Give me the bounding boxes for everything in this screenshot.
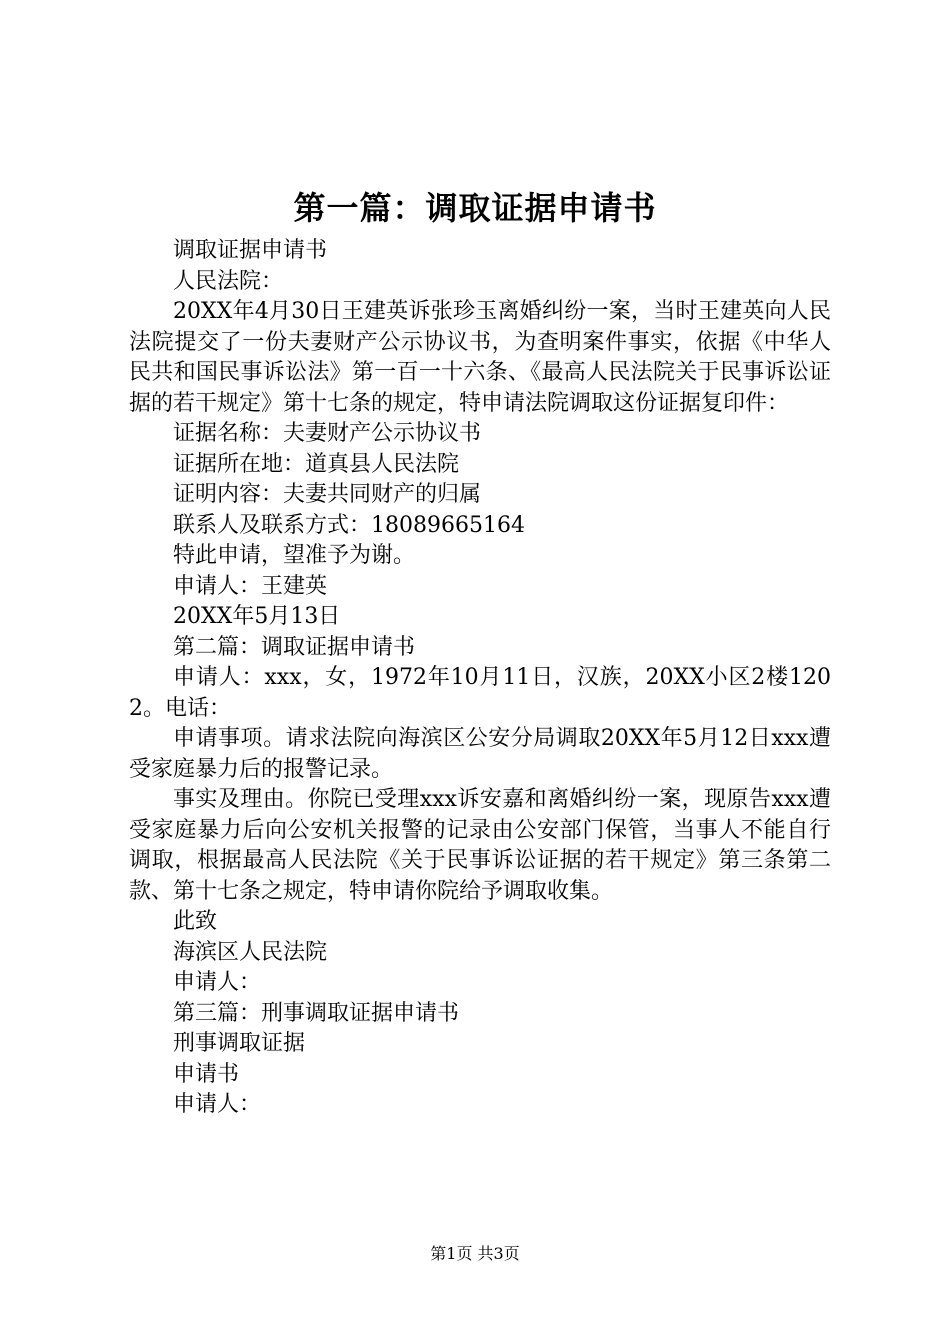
paragraph-contact: 联系人及联系方式：18089665164 bbox=[173, 512, 525, 538]
paragraph-applicant-info: 申请人：xxx，女，1972年10月11日，汉族，20XX小区2楼1202。电话： bbox=[129, 665, 831, 721]
paragraph-applicant-3: 申请人： bbox=[173, 1092, 262, 1117]
paragraph-addressee: 人民法院： bbox=[173, 268, 284, 294]
paragraph-evidence-name: 证据名称：夫妻财产公示协议书 bbox=[173, 421, 482, 446]
paragraph-closing: 特此申请，望准予为谢。 bbox=[173, 543, 416, 568]
paragraph-subtitle: 调取证据申请书 bbox=[173, 238, 328, 263]
paragraph-proof-content: 证明内容：夫妻共同财产的归属 bbox=[173, 482, 482, 507]
paragraph-application: 申请书 bbox=[173, 1061, 240, 1087]
document-body bbox=[129, 236, 831, 1121]
page-footer: 第1页 共3页 bbox=[430, 1244, 520, 1263]
paragraph-evidence-location: 证据所在地：道真县人民法院 bbox=[173, 451, 460, 477]
document-title: 第一篇：调取证据申请书 bbox=[293, 189, 657, 227]
paragraph-request-items: 申请事项。请求法院向海滨区公安分局调取20XX年5月12日xxx遭受家庭暴力后的报警记录。 bbox=[129, 726, 831, 782]
paragraph-case-facts: 20XX年4月30日王建英诉张珍玉离婚纠纷一案，当时王建英向人民法院提交了一份夫妻财产公示协议书，为查明案件事实，依据《中华人民共和国民事诉讼法》第一百一十六条、《最高人民法院关于民事诉讼证据的若干规定》第十七条的规定，特申请法院调取这份证据复印件： bbox=[129, 299, 831, 416]
paragraph-applicant-2: 申请人： bbox=[173, 970, 262, 995]
paragraph-criminal-evidence: 刑事调取证据 bbox=[173, 1031, 306, 1056]
paragraph-facts-reasons: 事实及理由。你院已受理xxx诉安嘉和离婚纠纷一案，现原告xxx遭受家庭暴力后向公安机关报警的记录由公安部门保管，当事人不能自行调取，根据最高人民法院《关于民事诉讼证据的若干规定》第三条第二款、第十七条之规定，特申请你院给予调取收集。 bbox=[129, 787, 831, 904]
paragraph-court: 海滨区人民法院 bbox=[173, 939, 328, 965]
paragraph-applicant: 申请人：王建英 bbox=[173, 573, 328, 599]
paragraph-section-3-heading: 第三篇：刑事调取证据申请书 bbox=[173, 1000, 460, 1026]
paragraph-date: 20XX年5月13日 bbox=[173, 604, 341, 629]
paragraph-section-2-heading: 第二篇：调取证据申请书 bbox=[173, 634, 416, 660]
paragraph-salutation: 此致 bbox=[173, 909, 218, 934]
